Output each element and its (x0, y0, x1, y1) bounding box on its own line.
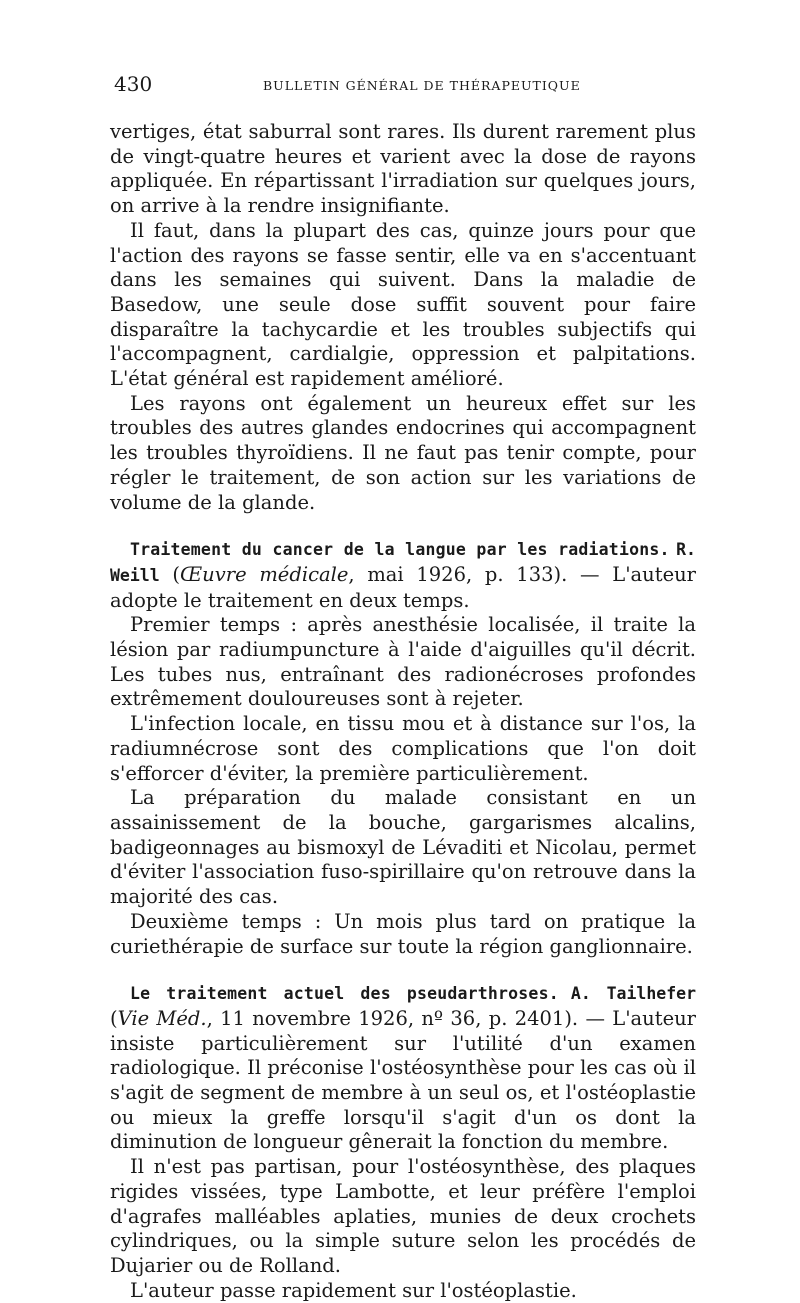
article-heading (110, 537, 696, 613)
article-author: R. Weill (110, 540, 696, 585)
paragraph: L'auteur passe rapidement sur l'ostéoplastie. (130, 1278, 577, 1302)
article-lead: — L'auteur adopte le traitement en deux temps. (110, 562, 696, 612)
intro-section (110, 120, 696, 515)
page-header (108, 72, 696, 102)
page-number: 430 (114, 72, 153, 96)
article-lead: — L'auteur insiste particulièrement sur l'utilité d'un examen radiologique. Il préconise l'ostéosynthèse pour les cas où il s'agit de segment de membre à un seul os, et l'ostéoplastie ou mieux la greffe lorsqu'il s'agit d'un os dont la diminution de longueur gênerait la fonction du membre. (110, 1006, 696, 1154)
source-details: , mai 1926, p. 133). (348, 562, 568, 586)
running-title: BULLETIN GÉNÉRAL DE THÉRAPEUTIQUE (263, 78, 581, 93)
page-body (110, 120, 696, 1303)
paragraph: Il n'est pas partisan, pour l'ostéosynthèse, des plaques rigides vissées, type Lambotte, et leur préfère l'emploi d'agrafes malléables aplaties, munies de deux crochets cylindriques, ou la simple suture selon les procédés de Dujarier ou de Rolland. (110, 1155, 696, 1277)
paragraph: Les rayons ont également un heureux effet sur les troubles des autres glandes endocrines qui accompagnent les troubles thyroïdiens. Il ne faut pas tenir compte, pour régler le traitement, de son action sur les variations de volume de la glande. (110, 391, 696, 514)
source-journal: Œuvre médicale (180, 562, 349, 586)
article-title: Le traitement actuel des pseudarthroses. (130, 984, 559, 1004)
paragraph: La préparation du malade consistant en un assainissement de la bouche, gargarismes alcalins, badigeonnages au bismoxyl de Lévaditi et Nicolau, permet d'éviter l'association fuso-spirillaire qu'on retrouve dans la majorité des cas. (110, 786, 696, 909)
source-open: ( (172, 562, 180, 586)
paragraph: Premier temps : après anesthésie localisée, il traite la lésion par radiumpuncture à l'aide d'aiguilles qu'il décrit. Les tubes nus, entraînant des radionécroses profondes extrêmement douloureuses sont à rejeter. (110, 613, 696, 711)
article-title: Traitement du cancer de la langue par les radiations. (130, 540, 670, 560)
source-open: ( (110, 1006, 118, 1030)
paragraph: Il faut, dans la plupart des cas, quinze jours pour que l'action des rayons se fasse sentir, elle va en s'accentuant dans les semaines qui suivent. Dans la maladie de Basedow, une seule dose suffit souvent pour faire disparaître la tachycardie et les troubles subjectifs qui l'accompagnent, cardialgie, oppression et palpitations. L'état général est rapidement amélioré. (110, 218, 696, 391)
source-details: , 11 novembre 1926, nº 36, p. 2401). (206, 1006, 579, 1030)
source-journal: Vie Méd. (117, 1006, 207, 1030)
article-author: A. Tailhefer (570, 984, 696, 1004)
paragraph: L'infection locale, en tissu mou et à distance sur l'os, la radiumnécrose sont des complications que l'on doit s'efforcer d'éviter, la première particulièrement. (110, 712, 696, 785)
paragraph: Deuxième temps : Un mois plus tard on pratique la curiethérapie de surface sur toute la région ganglionnaire. (110, 909, 696, 958)
article-pseudarthroses (110, 981, 696, 1303)
article-heading (110, 981, 696, 1155)
article-tongue-cancer (110, 537, 696, 959)
paragraph: vertiges, état saburral sont rares. Ils durent rarement plus de vingt-quatre heures et varient avec la dose de rayons appliquée. En répartissant l'irradiation sur quelques jours, on arrive à la rendre insignifiante. (110, 120, 696, 218)
